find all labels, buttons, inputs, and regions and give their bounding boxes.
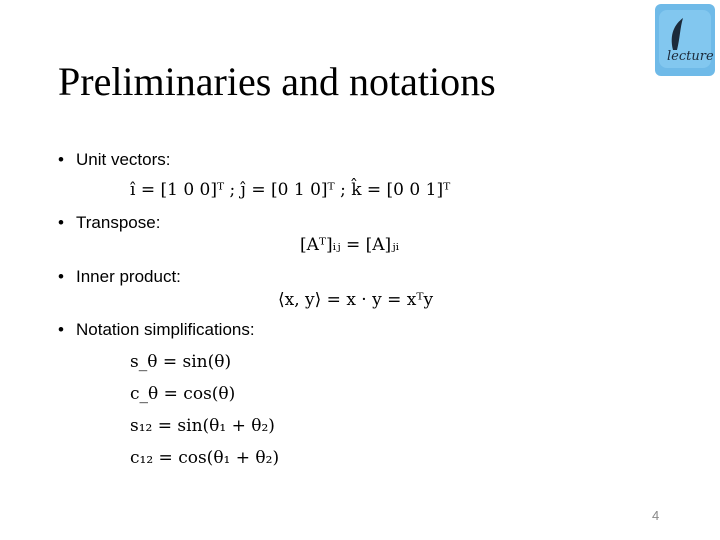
bullet-transpose [58, 213, 160, 233]
page-number: 4 [652, 508, 660, 523]
bullet-dot-icon: • [58, 150, 64, 169]
bullet-dot-icon: • [58, 320, 64, 339]
equation-c-theta: c_θ = cos(θ) [130, 384, 236, 404]
bullet-dot-icon: • [58, 267, 64, 286]
bullet-dot-icon: • [58, 213, 64, 232]
bullet-unit-vectors [58, 150, 170, 170]
equation-s-12: s₁₂ = sin(θ₁ + θ₂) [130, 416, 275, 436]
bullet-label: Unit vectors: [76, 150, 171, 169]
lecture-logo [653, 2, 717, 78]
bullet-label: Transpose: [76, 213, 161, 232]
equation-inner-product: ⟨x, y⟩ = x · y = xᵀy [278, 290, 434, 310]
bullet-label: Inner product: [76, 267, 181, 286]
page-title: Preliminaries and notations [58, 59, 496, 104]
bullet-notation-simplifications [58, 320, 255, 340]
equation-unit-vectors: î = [1 0 0]ᵀ ; ĵ = [0 1 0]ᵀ ; k̂ = [0 0 1]ᵀ [130, 180, 451, 200]
equation-c-12: c₁₂ = cos(θ₁ + θ₂) [130, 448, 280, 468]
bullet-label: Notation simplifications: [76, 320, 255, 339]
bullet-inner-product [58, 267, 181, 287]
equation-s-theta: s_θ = sin(θ) [130, 352, 232, 372]
equation-transpose: [Aᵀ]ᵢⱼ = [A]ⱼᵢ [300, 235, 400, 255]
logo-text: lecture [667, 49, 714, 64]
